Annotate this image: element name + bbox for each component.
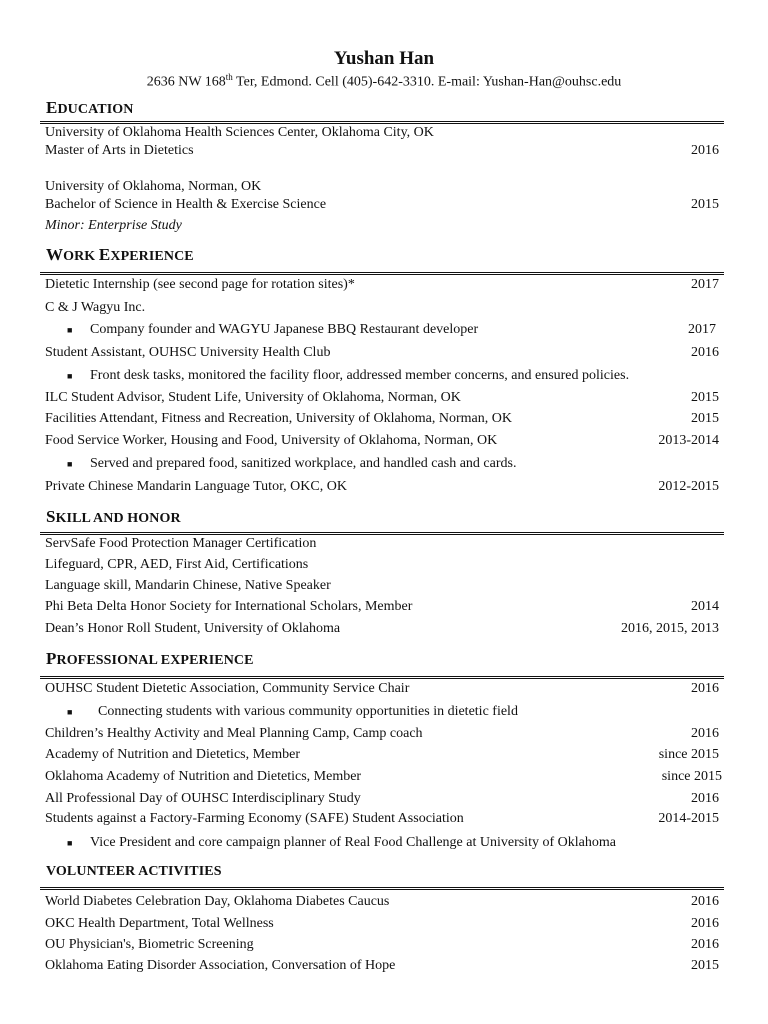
work-row: C & J Wagyu Inc. <box>45 300 146 315</box>
volunteer-row: World Diabetes Celebration Day, Oklahoma Diabetes Caucus 2016 <box>45 894 719 909</box>
section-heading-education: EDUCATION <box>46 98 134 117</box>
bullet-icon: ■ <box>67 459 73 469</box>
education-row: Minor: Enterprise Study <box>45 218 182 233</box>
professional-bullet-row: ■ Vice President and core campaign planner of Real Food Challenge at University of Oklahoma <box>45 833 719 853</box>
work-bullet-row: ■ Served and prepared food, sanitized workplace, and handled cash and cards. <box>45 454 719 474</box>
work-row: Facilities Attendant, Fitness and Recreation, University of Oklahoma, Norman, OK 2015 <box>45 411 719 426</box>
work-bullet-row: ■ Company founder and WAGYU Japanese BBQ Restaurant developer 2017 <box>45 320 719 340</box>
contact-line: 2636 NW 168th Ter, Edmond. Cell (405)-642-3310. E-mail: Yushan-Han@ouhsc.edu <box>146 72 622 90</box>
professional-row: All Professional Day of OUHSC Interdisciplinary Study 2016 <box>45 791 719 806</box>
skill-row: ServSafe Food Protection Manager Certification <box>45 536 317 551</box>
section-heading-volunteer-activities: VOLUNTEER ACTIVITIES <box>46 864 222 879</box>
volunteer-row: Oklahoma Eating Disorder Association, Conversation of Hope 2015 <box>45 958 719 973</box>
bullet-icon: ■ <box>67 838 73 848</box>
section-rule <box>40 887 724 890</box>
professional-row: Children’s Healthy Activity and Meal Planning Camp, Camp coach 2016 <box>45 726 719 741</box>
volunteer-row: OU Physician's, Biometric Screening 2016 <box>45 937 719 952</box>
skill-row: Dean’s Honor Roll Student, University of Oklahoma 2016, 2015, 2013 <box>45 621 719 636</box>
education-row: University of Oklahoma, Norman, OK <box>45 179 262 194</box>
work-row: Student Assistant, OUHSC University Health Club 2016 <box>45 345 719 360</box>
skill-row: Lifeguard, CPR, AED, First Aid, Certifications <box>45 557 309 572</box>
resume-name: Yushan Han <box>333 48 435 69</box>
work-bullet-row: ■ Front desk tasks, monitored the facility floor, addressed member concerns, and ensured policies. <box>45 366 719 386</box>
professional-row: Oklahoma Academy of Nutrition and Dietetics, Member since 2015 <box>45 769 722 784</box>
professional-row: Academy of Nutrition and Dietetics, Member since 2015 <box>45 747 719 762</box>
work-row: Dietetic Internship (see second page for rotation sites)* 2017 <box>45 277 719 292</box>
bullet-icon: ■ <box>67 325 73 335</box>
section-heading-skill-and-honor: SKILL AND HONOR <box>46 507 181 526</box>
education-row: Bachelor of Science in Health & Exercise Science 2015 <box>45 197 719 212</box>
professional-row: Students against a Factory-Farming Economy (SAFE) Student Association 2014-2015 <box>45 811 719 826</box>
work-row: ILC Student Advisor, Student Life, University of Oklahoma, Norman, OK 2015 <box>45 390 719 405</box>
work-row: Food Service Worker, Housing and Food, University of Oklahoma, Norman, OK 2013-2014 <box>45 433 719 448</box>
skill-row: Language skill, Mandarin Chinese, Native Speaker <box>45 578 331 593</box>
professional-row: OUHSC Student Dietetic Association, Community Service Chair 2016 <box>45 681 719 696</box>
section-heading-professional-experience: PROFESSIONAL EXPERIENCE <box>46 649 254 668</box>
section-heading-work-experience: WORK EXPERIENCE <box>46 245 194 264</box>
volunteer-row: OKC Health Department, Total Wellness 2016 <box>45 916 719 931</box>
work-row: Private Chinese Mandarin Language Tutor, OKC, OK 2012-2015 <box>45 479 719 494</box>
professional-bullet-row: ■ Connecting students with various community opportunities in dietetic field <box>45 702 719 722</box>
education-row: Master of Arts in Dietetics 2016 <box>45 143 719 158</box>
skill-row: Phi Beta Delta Honor Society for International Scholars, Member 2014 <box>45 599 719 614</box>
bullet-icon: ■ <box>67 707 73 717</box>
education-row: University of Oklahoma Health Sciences Center, Oklahoma City, OK <box>45 125 434 140</box>
bullet-icon: ■ <box>67 371 73 381</box>
